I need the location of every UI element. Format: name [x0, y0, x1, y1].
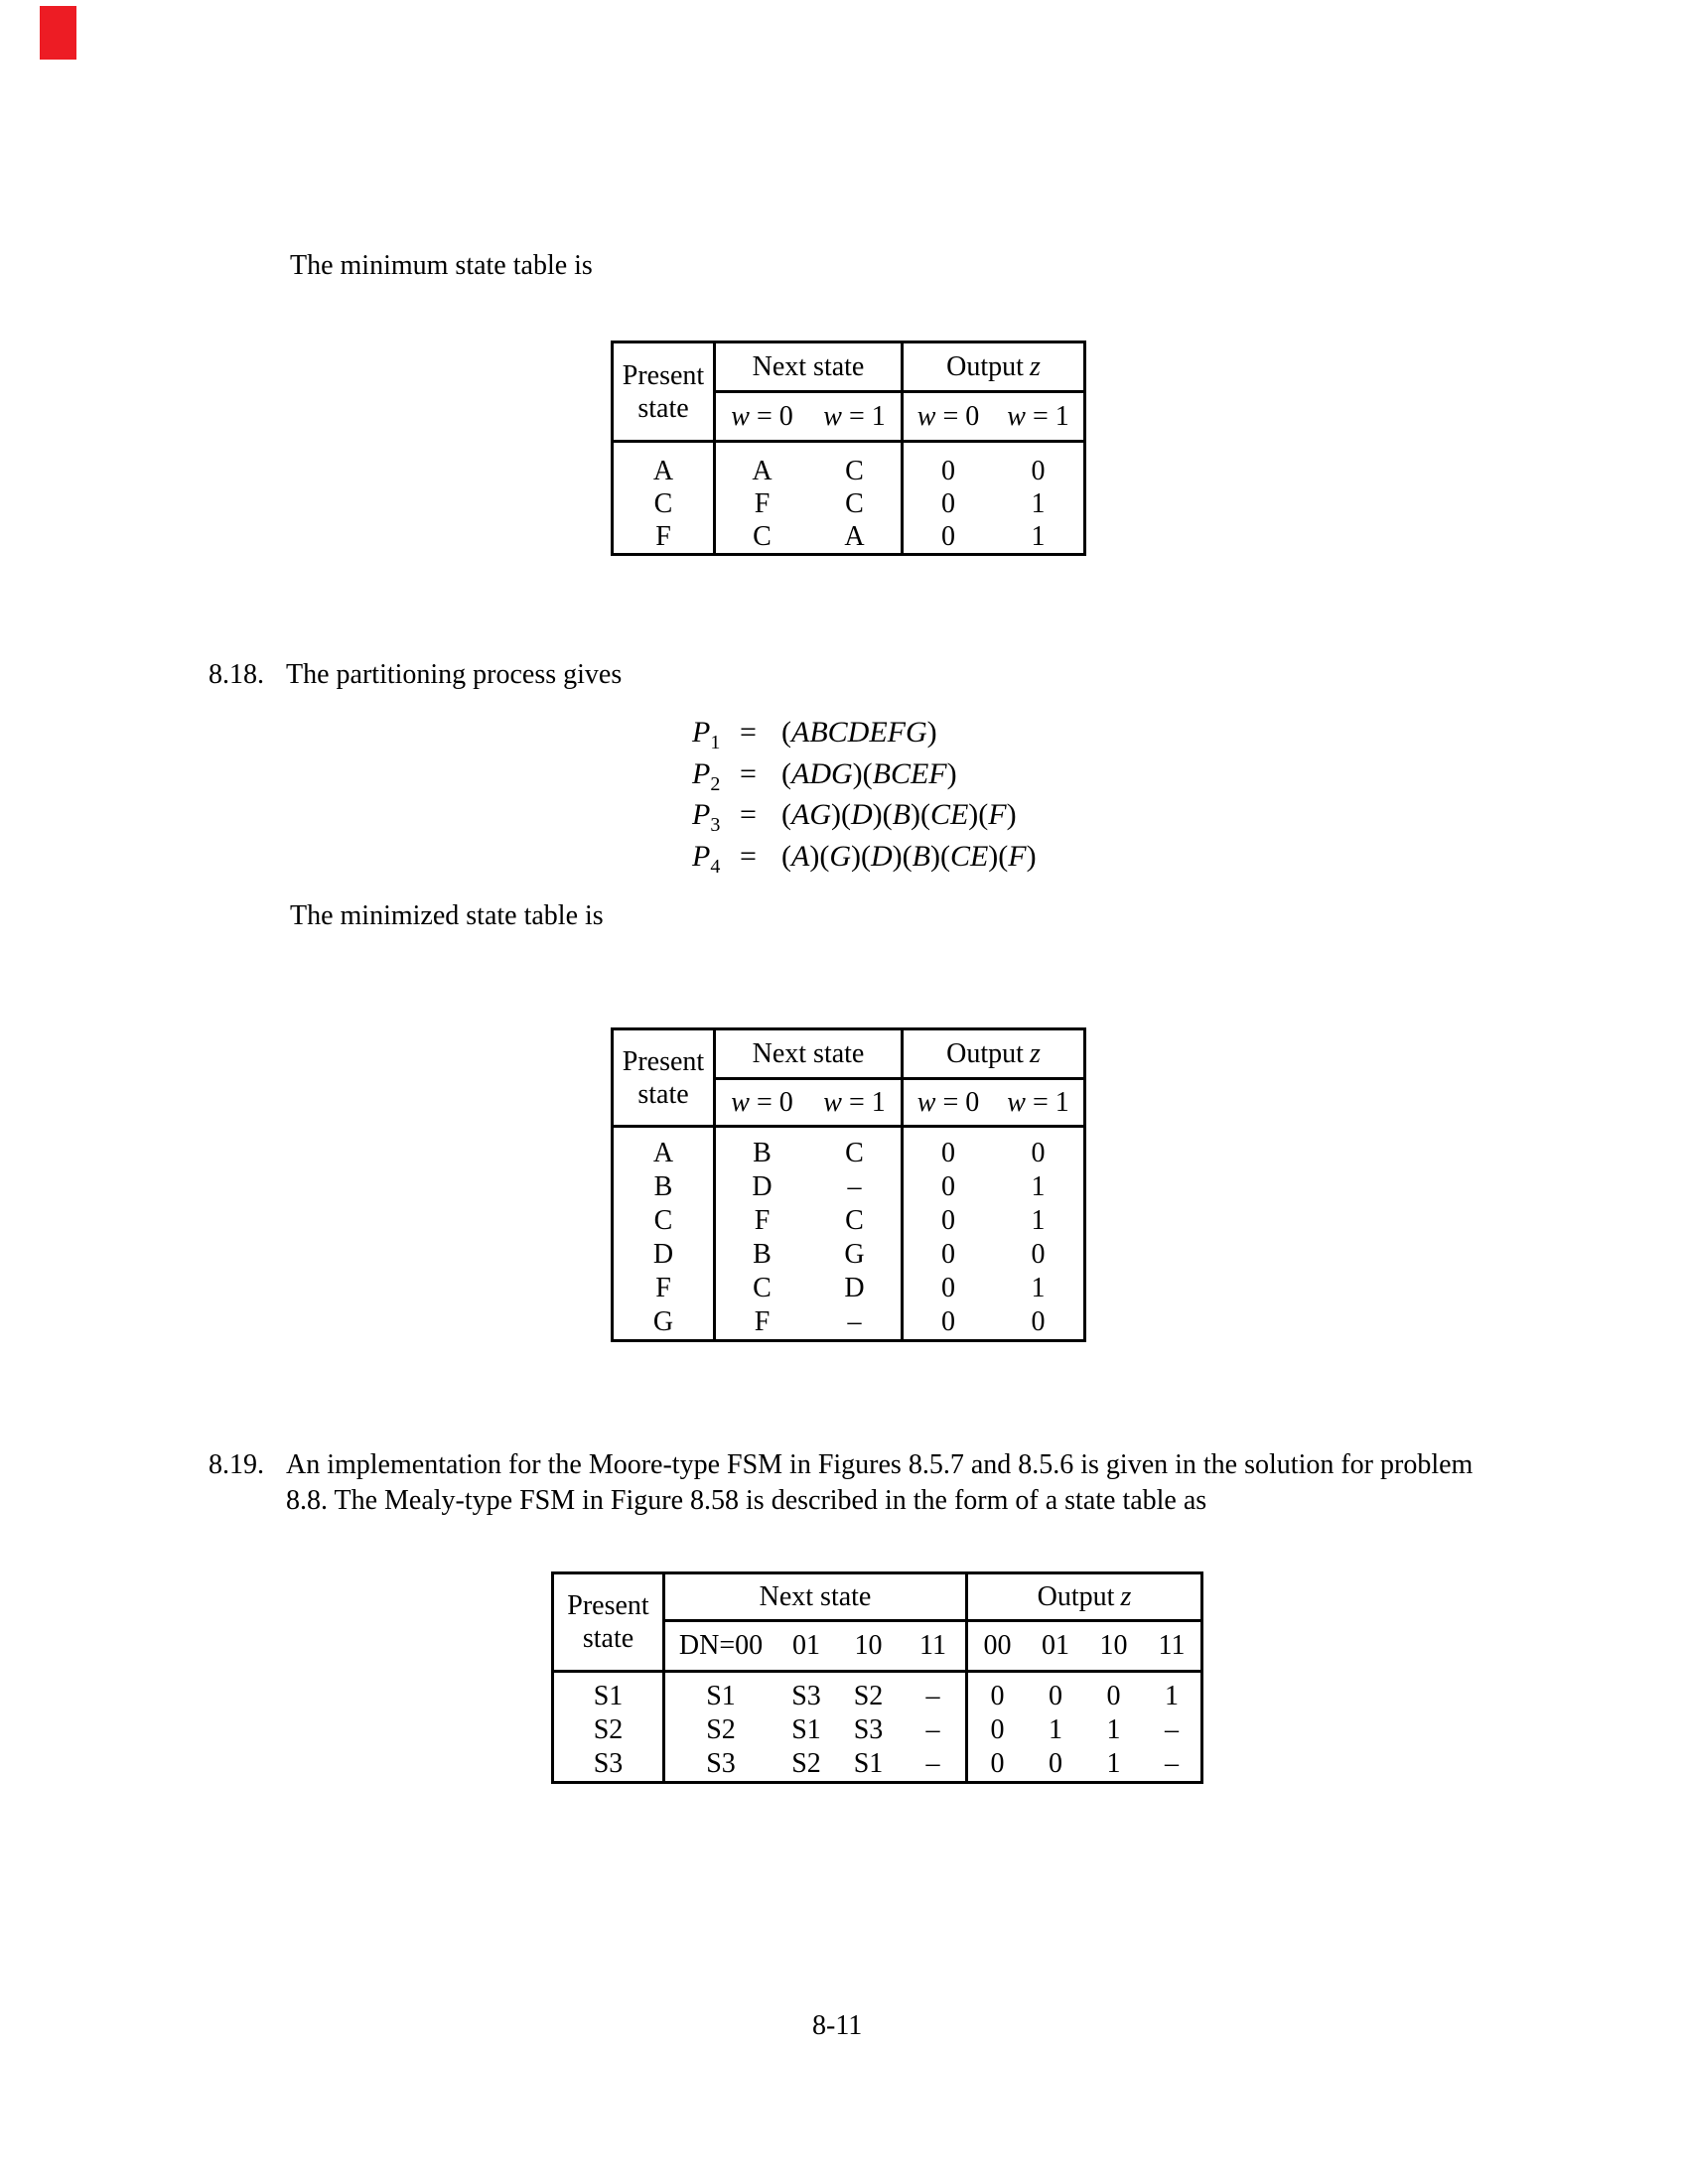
present-state-cell: C	[653, 1205, 673, 1236]
next-group-label: Next state	[665, 1574, 965, 1622]
next-subheader-cell: 10	[854, 1630, 883, 1661]
section-8-18-number: 8.18.	[209, 659, 264, 690]
partition-equation	[692, 798, 1017, 837]
present-state-cell: C	[653, 488, 673, 519]
next-cell: S3	[791, 1681, 821, 1711]
table-header-row	[614, 1030, 1083, 1128]
output-subheader-cell: 00	[983, 1630, 1012, 1661]
output-group-header	[901, 1030, 1083, 1125]
output-data-column	[901, 443, 1083, 553]
table-data-area	[614, 1128, 1083, 1339]
output-cell: 0	[941, 1273, 955, 1303]
table-row	[716, 1305, 901, 1339]
equals-sign: =	[740, 756, 757, 790]
next-cell: –	[847, 1306, 862, 1337]
table-row	[716, 455, 901, 487]
next-data-column	[662, 1673, 965, 1781]
next-group-header	[662, 1574, 965, 1670]
next-subheader-row	[665, 1622, 965, 1670]
table-row	[968, 1680, 1200, 1713]
output-subheader-cell: w = 1	[1007, 400, 1069, 432]
next-cell: S3	[853, 1714, 884, 1745]
output-subheader-row	[968, 1622, 1200, 1670]
next-cell: S2	[791, 1748, 821, 1779]
table-row	[904, 1272, 1083, 1305]
output-group-header	[901, 343, 1083, 440]
output-cell: 0	[941, 521, 955, 552]
equation-rhs: (ABCDEFG)	[781, 716, 937, 749]
next-subheader-cell: w = 1	[823, 1086, 886, 1118]
next-cell: D	[752, 1171, 773, 1202]
next-cell: F	[754, 488, 771, 519]
output-cell: 0	[941, 1306, 955, 1337]
present-state-cell: S3	[593, 1748, 624, 1779]
output-cell: 1	[1106, 1714, 1121, 1745]
next-cell: S2	[853, 1681, 884, 1711]
next-cell: –	[925, 1748, 940, 1779]
present-state-column	[554, 1673, 662, 1781]
output-subheader-cell: w = 1	[1007, 1086, 1069, 1118]
equation-rhs: (AG)(D)(B)(CE)(F)	[781, 798, 1017, 831]
next-cell: B	[753, 1138, 772, 1168]
present-header-line: state	[582, 1623, 634, 1654]
table-row	[716, 1170, 901, 1204]
next-subheader-row	[716, 1080, 901, 1125]
present-state-cell: F	[655, 1273, 671, 1303]
next-data-column	[713, 1128, 901, 1339]
output-cell: 0	[990, 1748, 1005, 1779]
next-cell: C	[753, 521, 772, 552]
table-row	[665, 1680, 965, 1713]
next-cell: B	[753, 1239, 772, 1270]
output-cell: 0	[1031, 1138, 1046, 1168]
equals-sign: =	[740, 716, 757, 749]
table-row	[904, 520, 1083, 553]
output-cell: 0	[941, 456, 955, 486]
next-cell: C	[845, 1205, 864, 1236]
output-cell: –	[1165, 1748, 1179, 1779]
next-cell: F	[754, 1306, 771, 1337]
present-state-header	[554, 1574, 662, 1670]
present-header-line: state	[637, 392, 689, 424]
output-cell: 1	[1165, 1681, 1179, 1711]
equation-lhs: $P_2$	[692, 756, 721, 795]
table-row	[968, 1747, 1200, 1781]
intro-minimum-text: The minimum state table is	[290, 250, 593, 281]
section-8-19-line2: 8.8. The Mealy-type FSM in Figure 8.58 is described in the form of a state table as	[286, 1485, 1207, 1516]
present-state-cell: A	[652, 456, 674, 486]
next-group-header	[713, 343, 901, 440]
next-subheader-cell: w = 0	[731, 400, 793, 432]
partition-equation	[692, 757, 957, 796]
output-cell: 0	[941, 1205, 955, 1236]
partition-equation	[692, 716, 937, 754]
next-cell: –	[925, 1681, 940, 1711]
output-data-column	[901, 1128, 1083, 1339]
present-state-cell: A	[652, 1138, 674, 1168]
next-cell: C	[845, 456, 864, 486]
table-row	[904, 1170, 1083, 1204]
present-state-cell: S1	[593, 1681, 624, 1711]
output-subheader-row	[904, 1080, 1083, 1125]
next-data-column	[713, 443, 901, 553]
table-row	[904, 1137, 1083, 1170]
present-state-header	[614, 1030, 713, 1125]
output-group-label: Output z	[904, 343, 1083, 393]
red-corner-mark	[40, 6, 76, 60]
output-cell: –	[1165, 1714, 1179, 1745]
table-row	[904, 487, 1083, 520]
table-header-row	[554, 1574, 1200, 1673]
output-cell: 0	[1031, 1306, 1046, 1337]
present-header-line: Present	[567, 1590, 649, 1621]
table-row	[716, 1137, 901, 1170]
present-header-line: Present	[622, 359, 705, 391]
next-subheader-cell: 01	[792, 1630, 820, 1661]
minimum-state-table	[611, 341, 1086, 556]
present-state-column	[614, 1128, 713, 1339]
equation-lhs: $P_1$	[692, 716, 721, 753]
next-cell: –	[925, 1714, 940, 1745]
output-cell: 1	[1031, 1273, 1046, 1303]
next-cell: G	[844, 1239, 865, 1270]
next-subheader-cell: w = 1	[823, 400, 886, 432]
output-cell: 0	[941, 1138, 955, 1168]
table-row	[968, 1713, 1200, 1747]
present-header-line: state	[637, 1078, 689, 1110]
present-state-cell: B	[653, 1171, 673, 1202]
output-cell: 1	[1031, 1205, 1046, 1236]
table-row	[904, 1238, 1083, 1272]
partition-equation	[692, 840, 1037, 879]
equation-lhs: $P_3$	[692, 798, 721, 836]
present-state-column	[614, 443, 713, 553]
output-cell: 1	[1049, 1714, 1062, 1745]
section-8-19-line1: An implementation for the Moore-type FSM in Figures 8.5.7 and 8.5.6 is given in the solution for problem	[286, 1449, 1474, 1480]
output-cell: 1	[1106, 1748, 1121, 1779]
equation-lhs: $P_4$	[692, 839, 721, 878]
next-group-header	[713, 1030, 901, 1125]
equation-rhs: (A)(G)(D)(B)(CE)(F)	[781, 839, 1037, 873]
table-row	[716, 1204, 901, 1238]
output-cell: 0	[990, 1681, 1005, 1711]
present-state-header	[614, 343, 713, 440]
table-row	[665, 1713, 965, 1747]
output-subheader-cell: w = 0	[916, 400, 980, 432]
output-group-label: Output z	[904, 1030, 1083, 1080]
output-cell: 0	[990, 1714, 1005, 1745]
equals-sign: =	[740, 839, 757, 873]
table-header-row	[614, 343, 1083, 443]
next-cell: C	[753, 1273, 772, 1303]
equals-sign: =	[740, 798, 757, 831]
section-8-18-text: The partitioning process gives	[286, 659, 623, 690]
output-data-column	[965, 1673, 1200, 1781]
next-subheader-row	[716, 393, 901, 440]
present-header-line: Present	[622, 1045, 705, 1077]
output-subheader-row	[904, 393, 1083, 440]
intro-minimized-text: The minimized state table is	[290, 900, 604, 931]
section-8-19-number: 8.19.	[209, 1449, 264, 1480]
page-number: 8-11	[812, 2010, 863, 2041]
next-cell: C	[845, 1138, 864, 1168]
next-cell: A	[752, 456, 773, 486]
output-subheader-cell: w = 0	[916, 1086, 980, 1118]
output-cell: 0	[941, 1239, 955, 1270]
next-cell: S1	[791, 1714, 821, 1745]
table-row	[904, 455, 1083, 487]
table-data-area	[614, 443, 1083, 553]
next-group-label: Next state	[716, 1030, 901, 1080]
next-group-label: Next state	[716, 343, 901, 393]
output-cell: 0	[1049, 1681, 1062, 1711]
output-cell: 0	[1106, 1681, 1121, 1711]
next-cell: A	[844, 521, 865, 552]
minimized-state-table	[611, 1027, 1086, 1342]
next-cell: D	[844, 1273, 865, 1303]
output-subheader-cell: 10	[1099, 1630, 1128, 1661]
next-subheader-cell: w = 0	[731, 1086, 793, 1118]
next-cell: –	[847, 1171, 862, 1202]
output-cell: 1	[1031, 488, 1046, 519]
output-cell: 0	[1031, 456, 1046, 486]
output-cell: 0	[941, 1171, 955, 1202]
table-row	[716, 487, 901, 520]
next-cell: S1	[853, 1748, 884, 1779]
output-group-header	[965, 1574, 1200, 1670]
table-row	[904, 1305, 1083, 1339]
output-cell: 0	[1031, 1239, 1046, 1270]
next-subheader-cell: DN=00	[678, 1630, 764, 1661]
next-cell: S1	[706, 1681, 736, 1711]
next-cell: C	[845, 488, 864, 519]
output-cell: 1	[1031, 521, 1046, 552]
table-row	[716, 1272, 901, 1305]
next-cell: S2	[706, 1714, 736, 1745]
output-cell: 0	[941, 488, 955, 519]
table-row	[716, 520, 901, 553]
present-state-cell: S2	[593, 1714, 624, 1745]
next-subheader-cell: 11	[919, 1630, 946, 1661]
output-subheader-cell: 01	[1042, 1630, 1069, 1661]
equation-rhs: (ADG)(BCEF)	[781, 756, 957, 790]
mealy-state-table	[551, 1571, 1203, 1784]
table-row	[665, 1747, 965, 1781]
output-cell: 0	[1049, 1748, 1062, 1779]
present-state-cell: F	[655, 521, 671, 552]
table-row	[904, 1204, 1083, 1238]
output-subheader-cell: 11	[1158, 1630, 1186, 1661]
present-state-cell: D	[652, 1239, 674, 1270]
next-cell: S3	[706, 1748, 736, 1779]
next-cell: F	[754, 1205, 771, 1236]
output-cell: 1	[1031, 1171, 1046, 1202]
table-row	[716, 1238, 901, 1272]
present-state-cell: G	[652, 1306, 674, 1337]
table-data-area	[554, 1673, 1200, 1781]
output-group-label: Output z	[968, 1574, 1200, 1622]
